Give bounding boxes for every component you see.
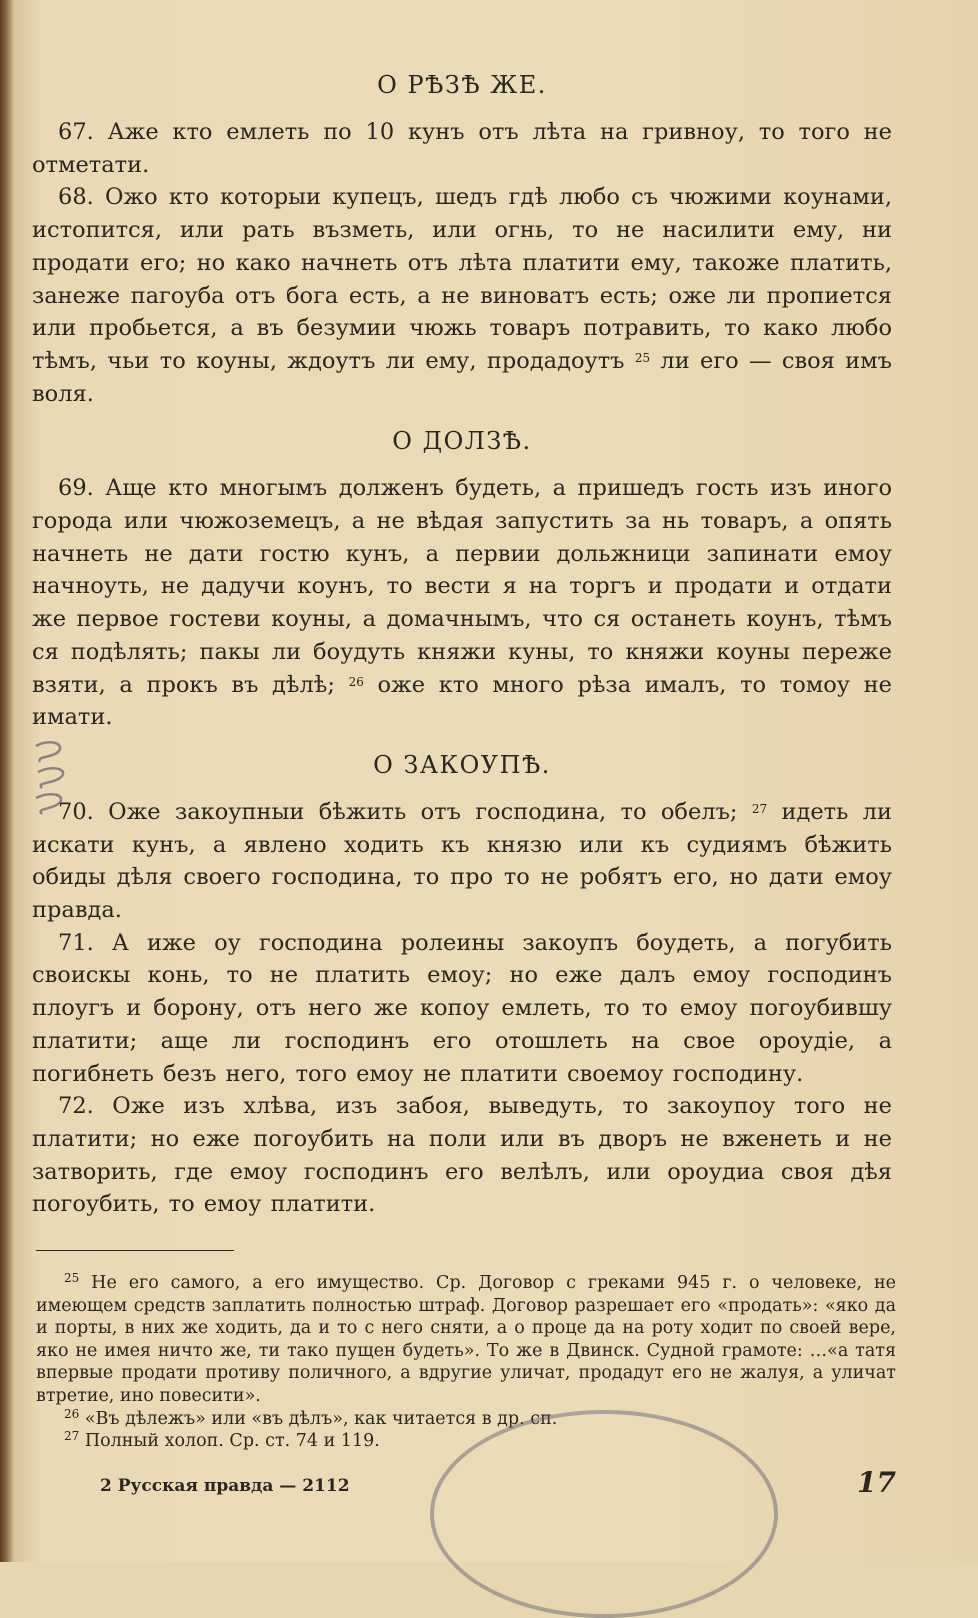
footnotes <box>36 1272 896 1453</box>
footnote-26: $^{26}$ «Въ дѣлежъ» или «въ дѣлъ», как читается в др. сп. <box>64 1406 558 1429</box>
main-text <box>32 60 892 1221</box>
margin-handwritten-mark <box>30 738 76 818</box>
article-70: 70. Оже закоупныи бѣжить отъ господина, то обелъ; $^{27}$ идеть ли искати кунъ, а явлено ходить къ князю или къ судиямъ бѣжить обиды дѣля своего господина, то про то не робятъ его, но дати емоу правда. <box>32 798 892 924</box>
article-72: 72. Оже изъ хлѣва, изъ забоя, выведуть, то закоупоу того не платити; но еже погоубить на поли или въ дворъ не вженеть и не затворить, где емоу господинъ его велѣлъ, или ороудиа своя дѣя погоубить, то емоу платити. <box>32 1093 892 1218</box>
footnote-ref-27: 27 <box>751 801 768 816</box>
heading-o-dolze: О ДОЛЗѢ. <box>392 427 532 456</box>
footnote-ref-25: 25 <box>634 350 651 365</box>
library-stamp <box>430 1410 778 1618</box>
footnote-separator <box>36 1250 234 1251</box>
page-footer <box>100 1466 900 1502</box>
printer-signature: 2 Русская правда — 2112 <box>100 1476 350 1496</box>
page-number: 17 <box>857 1466 896 1499</box>
article-71: 71. А иже оу господина ролеины закоупъ боудеть, а погубить своискы конь, то не платить емоу; но еже далъ емоу господинъ плоугъ и борону, отъ него же копоу емлеть, то то емоу погоубившу платити; аще ли господинъ его отошлеть на свое ороудіе, а погибнеть безъ него, того емоу не платити своемоу господину. <box>32 929 892 1087</box>
article-68: 68. Ожо кто которыи купецъ, шедъ гдѣ любо съ чюжими коунами, истопится, или рать възметь, или огнь, то не насилити ему, ни продати его; но како начнеть отъ лѣта платити ему, такоже платить, занеже пагоуба отъ бога есть, а не виноватъ есть; оже ли пропиется или пробьется, а въ безумии чюжь товаръ потравить, то како любо тѣмъ, чьи то коуны, ждоутъ ли ему, продадоутъ $^{25}$ ли его — своя имъ воля. <box>32 184 892 407</box>
article-69: 69. Аще кто многымъ долженъ будеть, а пришедъ гость изъ иного города или чюжоземецъ, а не вѣдая запустить за нь товаръ, а опять начнеть не дати гостю кунъ, а первии дольжници запинати емоу начноуть, не дадучи коунъ, то вести я на торгъ и продати и отдати же первое гостеви коуны, а домачнымъ, что ся останеть коунъ, тѣмъ ся подѣлять; пакы ли боудуть княжи куны, то княжи коуны переже взяти, а прокъ въ дѣлѣ; $^{26}$ оже кто много рѣза ималъ, то томоу не имати. <box>32 475 892 731</box>
footnote-25: $^{25}$ Не его самого, а его имущество. Ср. Договор с греками 945 г. о человеке, не имеющем средств заплатить полностью штраф. Договор разрешает его «продать»: «яко да и порты, в них же ходить, да и то с него сняти, а о проце да на роту ходит по своей вере, яко не имея ничто же, ти тако пущен будеть». То же в Двинск. Судной грамоте: …«а татя впервые продати противу поличного, а вдругие уличат, продадут его не жалуя, а уличат втретие, ино повесити». <box>36 1271 896 1406</box>
footnote-ref-26: 26 <box>348 674 364 689</box>
footnote-27: $^{27}$ Полный холоп. Ср. ст. 74 и 119. <box>64 1429 380 1452</box>
article-67: 67. Аже кто емлеть по 10 кунъ отъ лѣта на гривноу, то того не отметати. <box>32 119 892 178</box>
heading-o-zakoupe: О ЗАКОУПѢ. <box>373 750 551 779</box>
heading-o-reze-zhe: О РѢЗѢ ЖЕ. <box>377 71 547 99</box>
